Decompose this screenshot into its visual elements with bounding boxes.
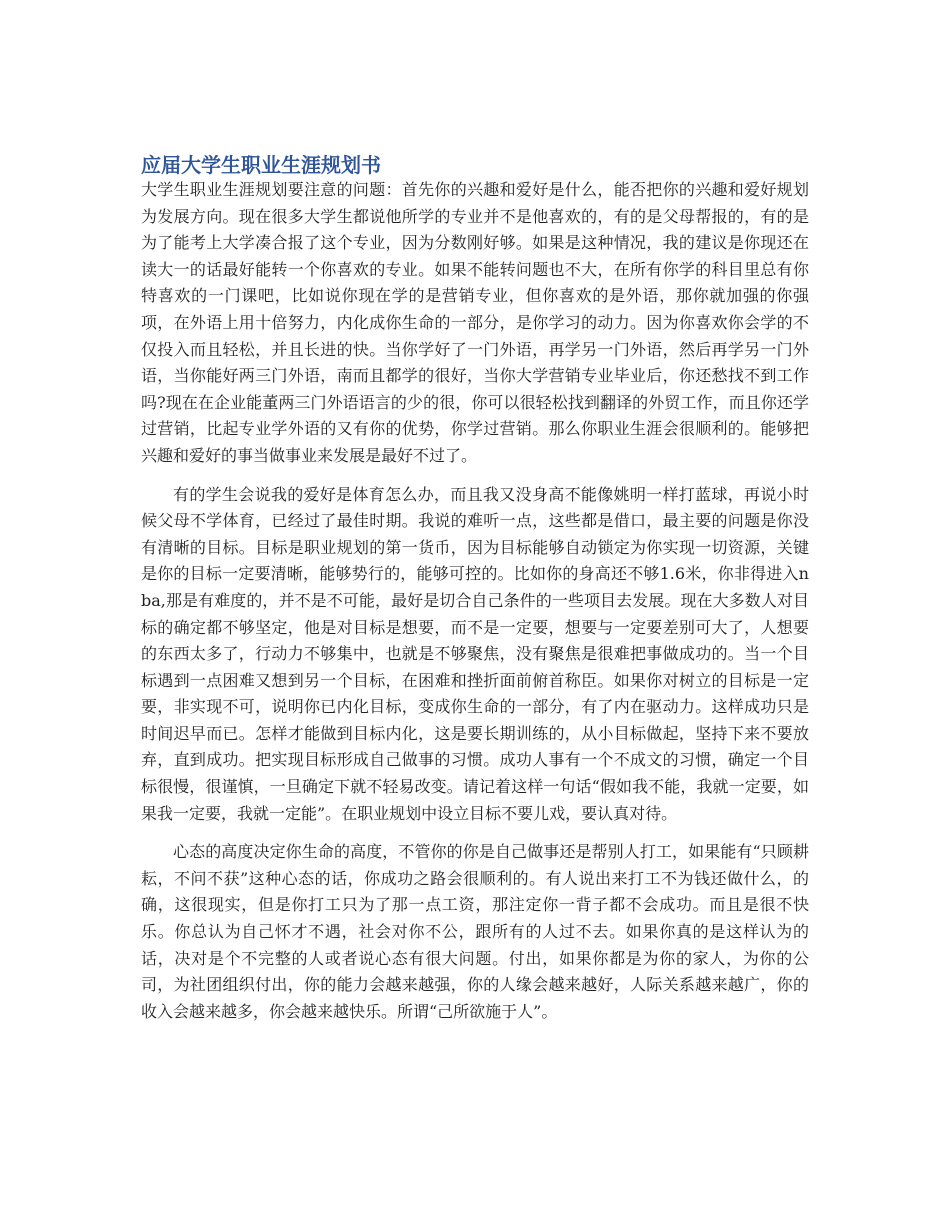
paragraph-mindset: 心态的高度决定你生命的高度，不管你的你是自己做事还是帮别人打工，如果能有“只顾耕耘，不问不获”这种心态的话，你成功之路会很顺利的。有人说出来打工不为钱还做什么，的确，这很现实，但是你打工只为了那一点工资，那注定你一背子都不会成功。而且是很不快乐。你总认为自己怀才不遇，社会对你不公，跟所有的人过不去。如果你真的是这样认为的话，决对是个不完整的人或者说心态有很大问题。付出，如果你都是为你的家人，为你的公司，为社团组织付出，你的能力会越来越强，你的人缘会越来越好，人际关系越来越广，你的收入会越来越多，你会越来越快乐。所谓“己所欲施于人”。 xyxy=(141,842,809,1021)
paragraph-interest: 大学生职业生涯规划要注意的问题：首先你的兴趣和爱好是什么，能否把你的兴趣和爱好规划为发展方向。现在很多大学生都说他所学的专业并不是他喜欢的，有的是父母帮报的，有的是为了能考上大学凑合报了这个专业，因为分数刚好够。如果是这种情况，我的建议是你现还在读大一的话最好能转一个你喜欢的专业。如果不能转问题也不大，在所有你学的科目里总有你特喜欢的一门课吧，比如说你现在学的是营销专业，但你喜欢的是外语，那你就加强的你强项，在外语上用十倍努力，内化成你生命的一部分，是你学习的动力。因为你喜欢你会学的不仅投入而且轻松，并且长进的快。当你学好了一门外语，再学另一门外语，然后再学另一门外语，当你能好两三门外语，南而且都学的很好，当你大学营销专业毕业后，你还愁找不到工作吗?现在在企业能董两三门外语语言的少的很，你可以很轻松找到翻译的外贸工作，而且你还学过营销，比起专业学外语的又有你的优势，你学过营销。那么你职业生涯会很顺利的。能够把兴趣和爱好的事当做事业来发展是最好不过了。 xyxy=(141,180,809,465)
document-title: 应届大学生职业生涯规划书 xyxy=(141,153,381,177)
paragraph-goals: 有的学生会说我的爱好是体育怎么办，而且我又没身高不能像姚明一样打蓝球，再说小时候父母不学体育，已经过了最佳时期。我说的难听一点，这些都是借口，最主要的问题是你没有清晰的目标。目标是职业规划的第一货币，因为目标能够自动锁定为你实现一切资源，关键是你的目标一定要清晰，能够势行的，能够可控的。比如你的身高还不够1.6米，你非得进入nba,那是有难度的，并不是不可能，最好是切合自己条件的一些项目去发展。现在大多数人对目标的确定都不够坚定，他是对目标是想要，而不是一定要，想要与一定要差别可大了，人想要的东西太多了，行动力不够集中，也就是不够聚焦，没有聚焦是很难把事做成功的。当一个目标遇到一点困难又想到另一个目标，在困难和挫折面前俯首称臣。如果你对树立的目标是一定要，非实现不可，说明你已内化目标，变成你生命的一部分，有了内在驱动力。这样成功只是时间迟早而已。怎样才能做到目标内化，这是要长期训练的，从小目标做起，坚持下来不要放弃，直到成功。把实现目标形成自己做事的习惯。成功人事有一个不成文的习惯，确定一个目标很慢，很谨慎，一旦确定下就不轻易改变。请记着这样一句话“假如我不能，我就一定要，如果我一定要，我就一定能”。在职业规划中设立目标不要儿戏，要认真对待。 xyxy=(141,484,809,823)
document-body xyxy=(141,150,809,1025)
